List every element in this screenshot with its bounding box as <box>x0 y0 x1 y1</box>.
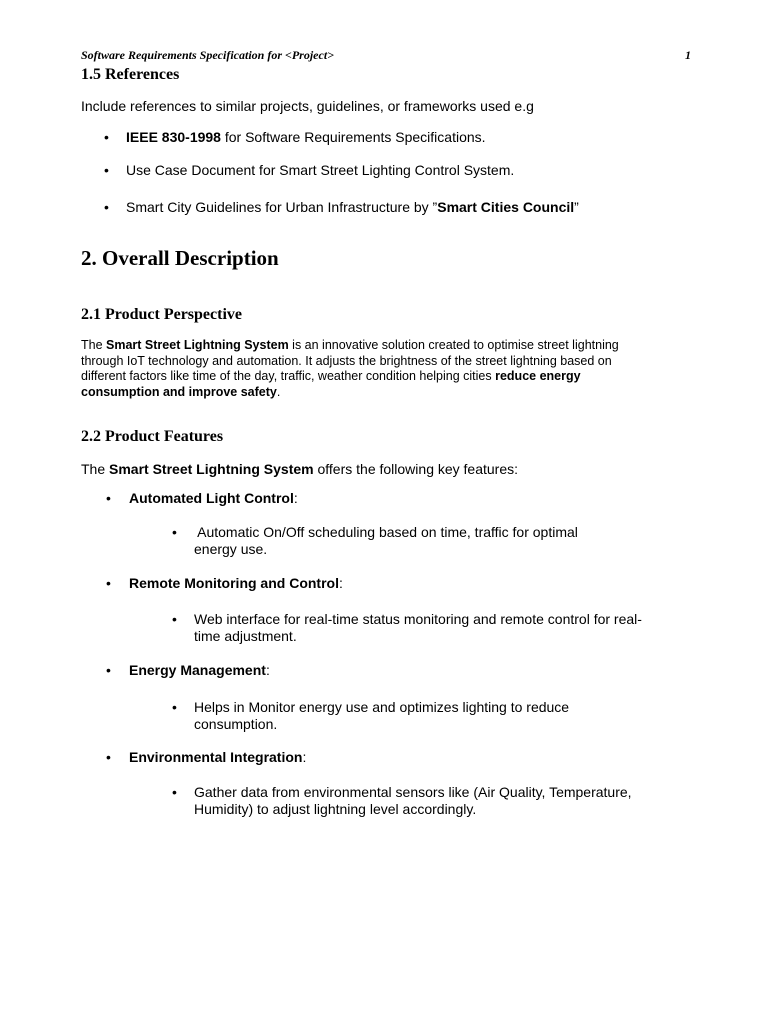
feature-detail-text: Gather data from environmental sensors like (Air Quality, Temperature, <box>194 784 632 800</box>
feature-title: Remote Monitoring and Control <box>129 575 339 591</box>
feature-colon: : <box>302 749 307 765</box>
paragraph-text: through IoT technology and automation. It adjusts the brightness of the street lightning based on <box>81 353 612 368</box>
feature-title: Environmental Integration <box>129 749 303 765</box>
section-heading-references: 1.5 References <box>81 66 180 83</box>
features-intro <box>81 461 518 478</box>
paragraph-text: The <box>81 461 110 477</box>
bullet-icon: • <box>106 575 111 591</box>
reference-text: for Software Requirements Specifications. <box>220 129 486 145</box>
feature-detail-text: Web interface for real-time status monitoring and remote control for real- <box>194 611 642 627</box>
feature-title: Automated Light Control <box>129 490 294 506</box>
bullet-icon: • <box>106 490 111 506</box>
bullet-icon: • <box>106 749 111 765</box>
system-name: Smart Street Lightning System <box>109 461 314 477</box>
paragraph-text: is an innovative solution created to optimise street lightning <box>288 338 619 352</box>
system-name: Smart Street Lightning System <box>106 338 289 352</box>
header-title: Software Requirements Specification for <Project> <box>81 48 334 62</box>
product-perspective-paragraph <box>81 338 681 400</box>
feature-detail-text: Helps in Monitor energy use and optimizes lighting to reduce <box>194 699 570 715</box>
feature-colon: : <box>293 490 298 506</box>
bullet-icon: • <box>172 784 177 800</box>
feature-detail-text: consumption. <box>194 716 278 732</box>
feature-detail-text: energy use. <box>194 541 268 557</box>
paragraph-text: The <box>81 338 107 352</box>
reference-standard: IEEE 830-1998 <box>126 129 221 145</box>
section-heading-product-features: 2.2 Product Features <box>81 428 224 445</box>
paragraph-emphasis: consumption and improve safety <box>81 384 277 399</box>
reference-close-quote: ” <box>574 199 579 215</box>
feature-detail-text: time adjustment. <box>194 628 297 644</box>
reference-text: Use Case Document for Smart Street Lighting Control System. <box>126 162 515 178</box>
reference-text: Smart City Guidelines for Urban Infrastructure by ” <box>126 199 438 215</box>
feature-detail-text: Automatic On/Off scheduling based on time, traffic for optimal <box>194 524 578 540</box>
paragraph-emphasis: reduce energy <box>495 369 581 383</box>
feature-detail-text: Humidity) to adjust lightning level accordingly. <box>194 801 477 817</box>
bullet-icon: • <box>106 662 111 678</box>
feature-colon: : <box>265 662 270 678</box>
bullet-icon: • <box>172 611 177 627</box>
section-heading-overall-description: 2. Overall Description <box>81 246 279 270</box>
paragraph-text: . <box>276 384 281 399</box>
bullet-icon: • <box>104 129 109 145</box>
bullet-icon: • <box>104 199 109 215</box>
page-number: 1 <box>685 48 691 62</box>
paragraph-text: different factors like time of the day, traffic, weather condition helping cities <box>81 369 496 383</box>
bullet-icon: • <box>172 524 177 540</box>
bullet-icon: • <box>104 162 109 178</box>
bullet-icon: • <box>172 699 177 715</box>
paragraph-text: offers the following key features: <box>313 461 519 477</box>
references-intro: Include references to similar projects, guidelines, or frameworks used e.g <box>81 98 534 114</box>
reference-org: Smart Cities Council <box>437 199 575 215</box>
feature-colon: : <box>338 575 343 591</box>
feature-title: Energy Management <box>129 662 266 678</box>
section-heading-product-perspective: 2.1 Product Perspective <box>81 306 242 323</box>
